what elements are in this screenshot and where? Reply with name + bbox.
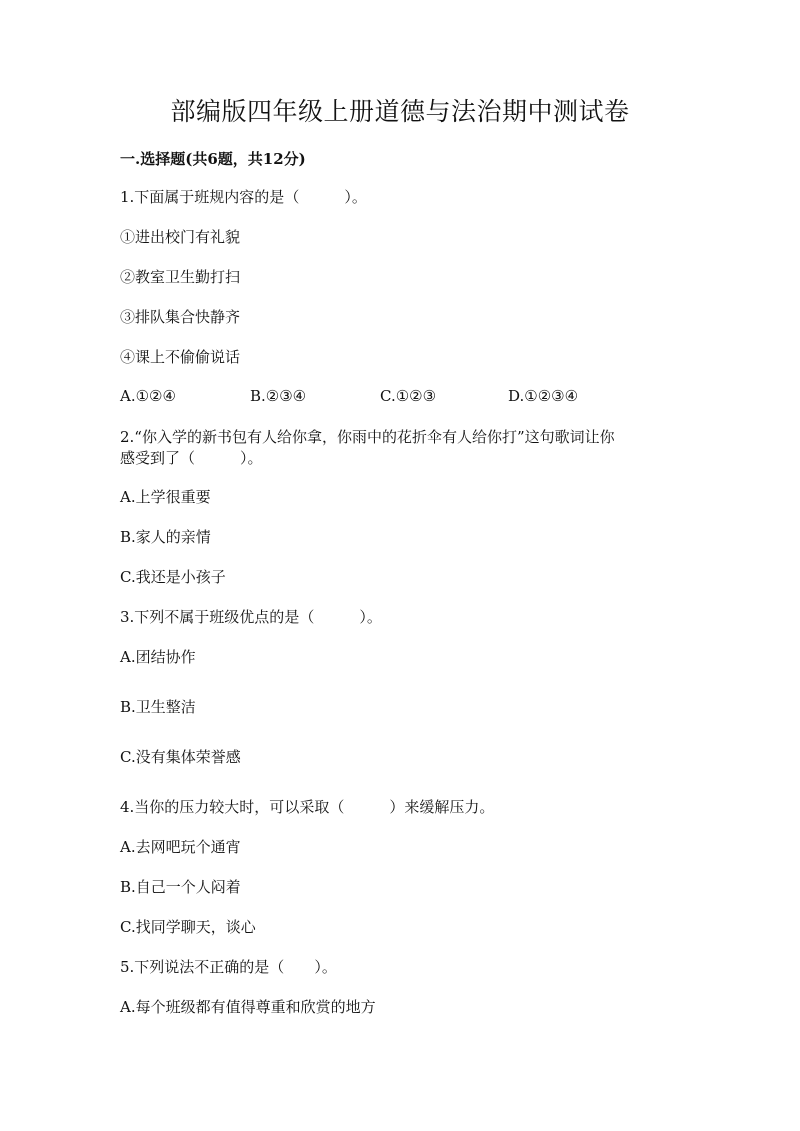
question-5-option-a: A.每个班级都有值得尊重和欣赏的地方	[120, 998, 376, 1016]
question-1-option-d: D.①②③④	[508, 387, 579, 405]
page-title: 部编版四年级上册道德与法治期中测试卷	[170, 97, 630, 126]
question-2-option-c: C.我还是小孩子	[120, 568, 226, 586]
question-1-item-1: ①进出校门有礼貌	[120, 228, 241, 246]
question-3-option-a: A.团结协作	[120, 648, 196, 666]
section-heading: 一.选择题(共6题，共12分)	[120, 150, 306, 168]
question-5-stem: 5.下列说法不正确的是（ ）。	[120, 958, 337, 976]
question-2-option-b: B.家人的亲情	[120, 528, 211, 546]
question-4-option-c: C.找同学聊天，谈心	[120, 918, 256, 936]
question-1-option-a: A.①②④	[120, 387, 176, 405]
question-4-stem: 4.当你的压力较大时，可以采取（ ）来缓解压力。	[120, 798, 495, 816]
question-1-item-4: ④课上不偷偷说话	[120, 348, 241, 366]
question-3-option-c: C.没有集体荣誉感	[120, 748, 241, 766]
question-1-stem: 1.下面属于班规内容的是（ ）。	[120, 188, 367, 206]
question-3-option-b: B.卫生整洁	[120, 698, 196, 716]
question-4-option-b: B.自己一个人闷着	[120, 878, 241, 896]
question-1-item-2: ②教室卫生勤打扫	[120, 268, 241, 286]
question-2-stem-line-2: 感受到了（ ）。	[120, 449, 263, 467]
question-1-item-3: ③排队集合快静齐	[120, 308, 241, 326]
question-1-options	[120, 385, 690, 407]
question-2-option-a: A.上学很重要	[120, 488, 211, 506]
question-2-stem-line-1: 2.“你入学的新书包有人给你拿，你雨中的花折伞有人给你打”这句歌词让你	[120, 428, 615, 446]
question-1-option-c: C.①②③	[380, 387, 437, 405]
question-1-option-b: B.②③④	[250, 387, 307, 405]
question-3-stem: 3.下列不属于班级优点的是（ ）。	[120, 608, 382, 626]
question-4-option-a: A.去网吧玩个通宵	[120, 838, 241, 856]
